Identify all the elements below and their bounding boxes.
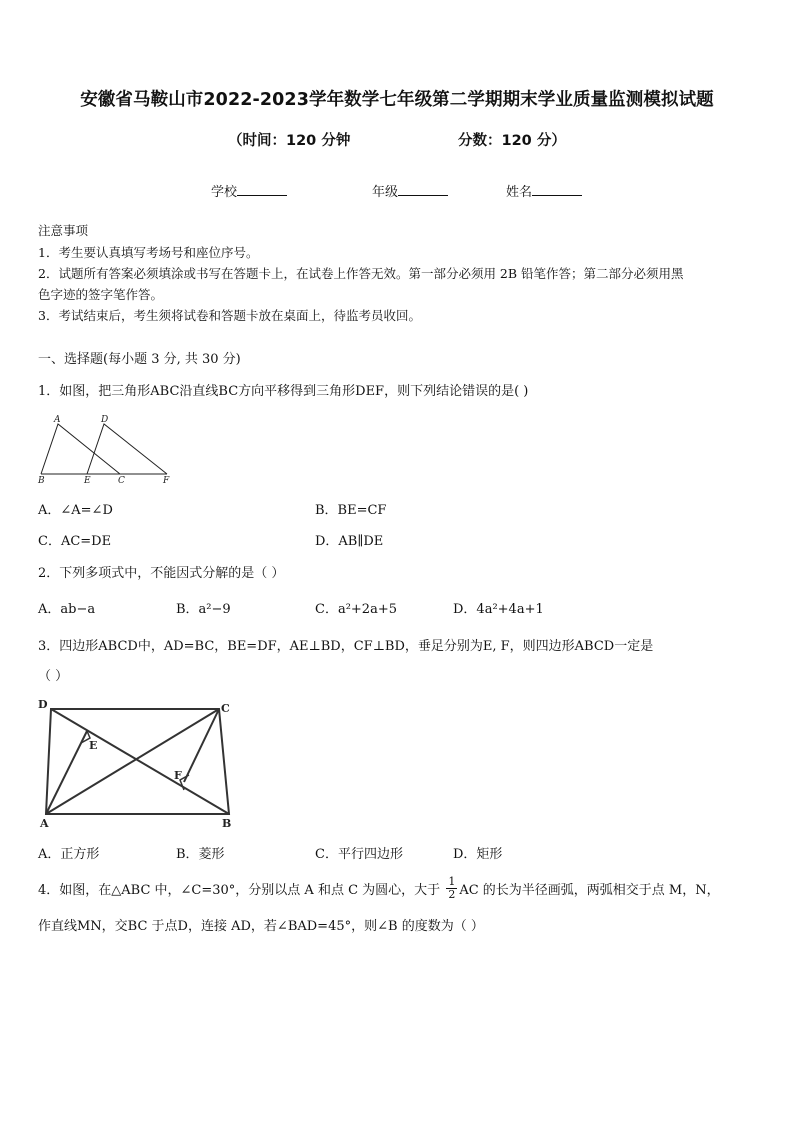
fraction-denominator: 2	[448, 888, 456, 901]
label-f: F	[163, 476, 170, 484]
question-4-text	[38, 875, 758, 903]
q1-option-a[interactable]: A．∠A=∠D	[38, 503, 113, 518]
section-title: 一、选择题(每小题 3 分, 共 30 分)	[38, 352, 241, 367]
school-label: 学校	[211, 185, 238, 200]
label-d: D	[38, 698, 48, 711]
grade-blank[interactable]	[398, 183, 448, 196]
label-a: A	[54, 415, 61, 425]
grade-label: 年级	[372, 185, 399, 200]
diagonal-bd	[51, 709, 229, 814]
q2-option-c[interactable]: C．a²+2a+5	[315, 602, 397, 617]
q4-text-b: AC 的长为半径画弧，两弧相交于点 M，N，	[459, 883, 720, 898]
school-field	[211, 181, 287, 200]
name-blank[interactable]	[532, 183, 582, 196]
question-3-blank: （ ）	[38, 669, 69, 684]
label-a: A	[40, 817, 49, 830]
question-3-figure	[34, 697, 240, 831]
label-e: E	[84, 476, 91, 484]
label-b: B	[222, 817, 232, 830]
q3-option-b[interactable]: B．菱形	[176, 847, 225, 862]
q2-option-b[interactable]: B．a²−9	[176, 602, 231, 617]
q1-option-b[interactable]: B．BE=CF	[315, 503, 387, 518]
notes-heading: 注意事项	[38, 223, 89, 238]
note-item: 2．试题所有答案必须填涂或书写在答题卡上，在试卷上作答无效。第一部分必须用 2B 铅笔作答；第二部分必须用黑	[38, 266, 684, 281]
question-1-text: 1．如图，把三角形ABC沿直线BC方向平移得到三角形DEF，则下列结论错误的是( )	[38, 384, 529, 399]
exam-time: （时间：120 分钟	[228, 133, 351, 149]
q3-option-c[interactable]: C．平行四边形	[315, 847, 403, 862]
q4-text-a: 4．如图，在△ABC 中，∠C=30°，分别以点 A 和点 C 为圆心，大于	[38, 883, 441, 898]
fraction-one-half	[446, 876, 457, 901]
label-c: C	[118, 476, 125, 484]
name-label: 姓名	[506, 185, 533, 200]
q3-option-d[interactable]: D．矩形	[453, 847, 503, 862]
question-2-text: 2．下列多项式中，不能因式分解的是（ ）	[38, 566, 285, 581]
question-1-figure	[30, 412, 180, 484]
triangle-def	[87, 424, 167, 474]
q3-option-a[interactable]: A．正方形	[38, 847, 100, 862]
q2-option-d[interactable]: D．4a²+4a+1	[453, 602, 544, 617]
label-d: D	[101, 415, 109, 425]
q1-option-c[interactable]: C．AC=DE	[38, 534, 112, 549]
fraction-numerator: 1	[448, 875, 456, 888]
exam-score: 分数：120 分）	[458, 133, 566, 149]
label-b: B	[38, 476, 45, 484]
school-blank[interactable]	[237, 183, 287, 196]
page-title: 安徽省马鞍山市2022-2023学年数学七年级第二学期期末学业质量监测模拟试题	[80, 90, 714, 110]
question-3-text: 3．四边形ABCD中，AD=BC，BE=DF，AE⊥BD，CF⊥BD，垂足分别为E, F，则四边形ABCD一定是	[38, 639, 654, 654]
note-item: 3．考试结束后，考生须将试卷和答题卡放在桌面上，待监考员收回。	[38, 308, 421, 323]
grade-field	[372, 181, 448, 200]
note-item: 色字迹的签字笔作答。	[38, 287, 164, 302]
note-item: 1．考生要认真填写考场号和座位序号。	[38, 245, 259, 260]
label-e: E	[89, 739, 98, 752]
label-c: C	[221, 702, 230, 715]
question-4-text-line2: 作直线MN，交BC 于点D，连接 AD，若∠BAD=45°，则∠B 的度数为（ ）	[38, 919, 484, 934]
label-f: F	[174, 769, 182, 782]
name-field	[506, 181, 582, 200]
q1-option-d[interactable]: D．AB∥DE	[315, 534, 384, 549]
q2-option-a[interactable]: A．ab−a	[38, 602, 96, 617]
triangle-abc	[41, 424, 120, 474]
